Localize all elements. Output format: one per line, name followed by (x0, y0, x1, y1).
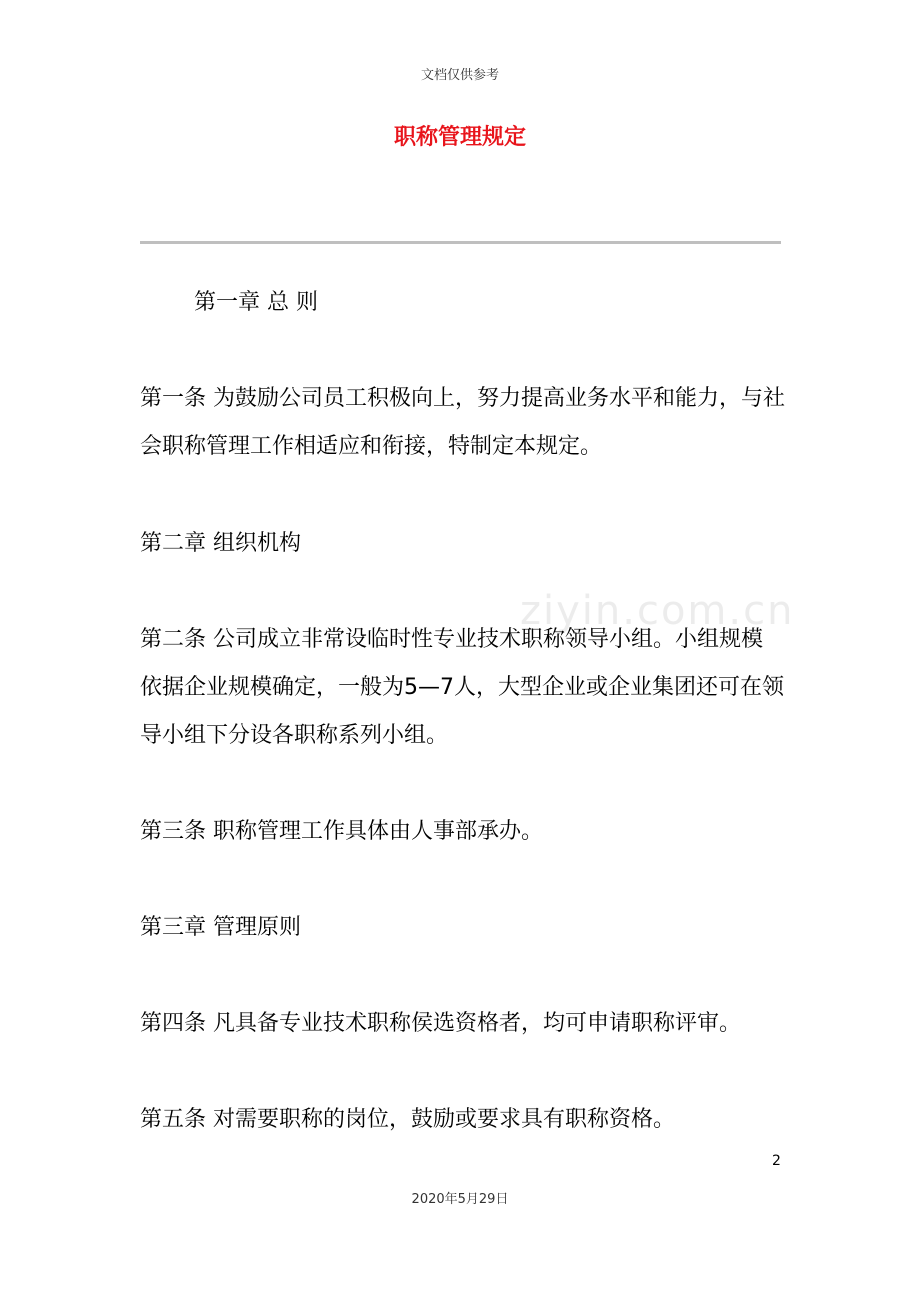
article-4: 第四条 凡具备专业技术职称侯选资格者，均可申请职称评审。 (140, 1011, 741, 1036)
header-note: 文档仅供参考 (420, 68, 499, 83)
article-2-line-3: 导小组下分设各职称系列小组。 (140, 723, 449, 748)
page-number: 2 (772, 1153, 781, 1169)
watermark: ziyin.com.cn (520, 588, 795, 634)
chapter-1-heading: 第一章 总 则 (194, 290, 318, 315)
article-5: 第五条 对需要职称的岗位，鼓励或要求具有职称资格。 (140, 1107, 675, 1132)
document-title: 职称管理规定 (393, 125, 526, 150)
article-1-line-1: 第一条 为鼓励公司员工积极向上，努力提高业务水平和能力，与社 (140, 386, 785, 411)
chapter-2-heading: 第二章 组织机构 (140, 531, 301, 556)
chapter-3-heading: 第三章 管理原则 (140, 915, 301, 940)
article-3: 第三条 职称管理工作具体由人事部承办。 (140, 819, 543, 844)
article-2 (140, 616, 785, 760)
article-2-line-1: 第二条 公司成立非常设临时性专业技术职称领导小组。小组规模 (140, 627, 763, 652)
article-1 (140, 375, 785, 471)
article-2-line-2: 依据企业规模确定，一般为5—7人，大型企业或企业集团还可在领 (140, 675, 784, 700)
article-1-line-2: 会职称管理工作相适应和衔接，特制定本规定。 (140, 434, 603, 459)
title-divider (140, 241, 781, 244)
footer-date: 2020年5月29日 (411, 1192, 509, 1207)
